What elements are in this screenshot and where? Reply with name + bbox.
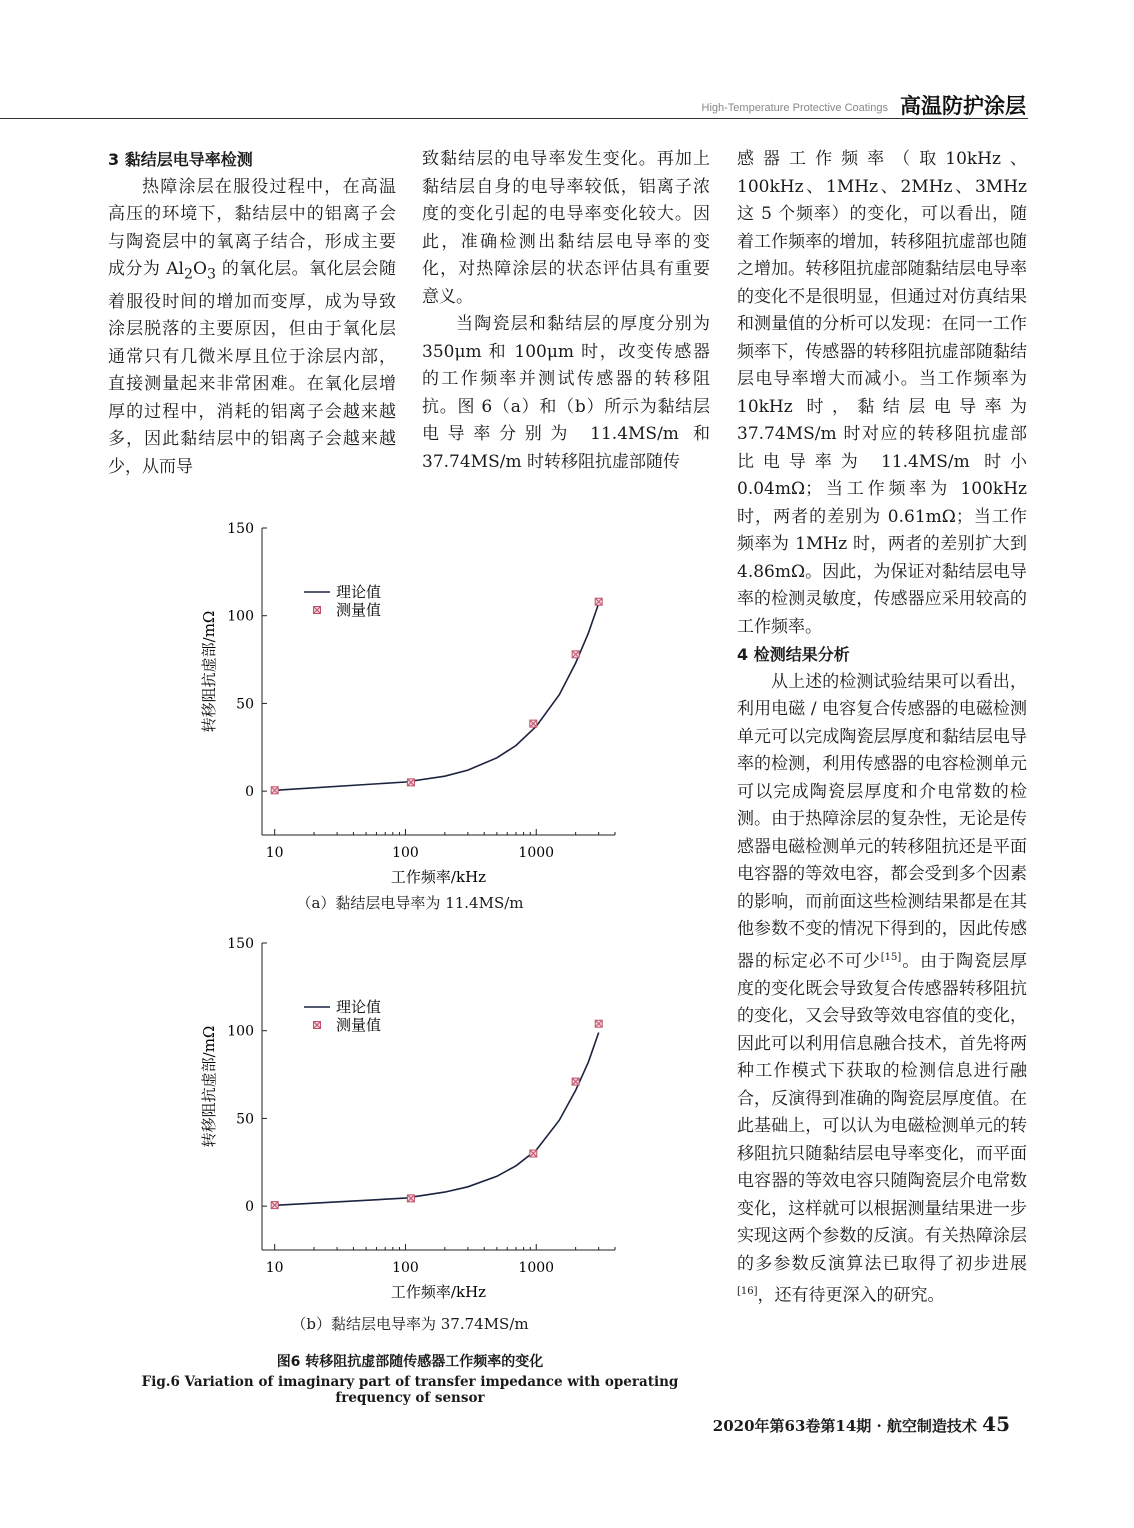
text-run: 。由于陶瓷层厚度的变化既会导致复合传感器转移阻抗的变化，又会导致等效电容值的变化，因此可以利用信息融合技术，首先将两种工作模式下获取的检测信息进行融合，反演得到准确的陶瓷层厚度值。在此基础上，可以认为电磁检测单元的转移阻抗只随黏结层电导率变化，而平面电容器的等效电容只随陶瓷层介电常数变化，这样就可以根据测量结果进一步实现这两个参数的反演。有关热障涂层的多参数反演算法已取得了初步进展 <box>737 951 1028 1274</box>
data-point-measured <box>572 1078 579 1085</box>
chart-b-svg <box>190 925 630 1305</box>
y-tick-label: 150 <box>227 936 254 952</box>
chart-b-caption: （b）黏结层电导率为 37.74MS/m <box>291 1315 529 1333</box>
text-run: ，还有待更深入的研究。 <box>757 1285 945 1306</box>
figure-caption-cn: 图6 转移阻抗虚部随传感器工作频率的变化 <box>276 1354 544 1370</box>
x-tick-label: 100 <box>392 845 419 861</box>
data-point-measured <box>595 598 602 605</box>
section-heading-3: 3 黏结层电导率检测 <box>108 150 253 169</box>
series-line-theory <box>275 1033 599 1206</box>
subscript: 2 <box>183 266 193 283</box>
y-tick-label: 0 <box>245 784 254 801</box>
text-column-1 <box>108 146 396 481</box>
y-tick-label: 100 <box>227 1023 254 1040</box>
reference-15: [15] <box>880 951 902 963</box>
y-axis-label: 转移阻抗虚部/mΩ <box>200 1025 218 1148</box>
text-run: 从上述的检测试验结果可以看出，利用电磁 / 电容复合传感器的电磁检测单元可以完成陶瓷层厚度和黏结层电导率的检测，利用传感器的电容检测单元可以完成陶瓷层厚度和介电常数的检测。由于热障涂层的复杂性，无论是传感器电磁检测单元的转移阻抗还是平面电容器的等效电容，都会受到多个因素的影响，而前面这些检测结果都是在其他参数不变的情况下得到的，因此传感器的标定必不可少 <box>737 671 1027 972</box>
section-heading-4: 4 检测结果分析 <box>737 645 850 664</box>
journal-info: 2020年第63卷第14期 · 航空制造技术 <box>712 1417 983 1435</box>
subscript: 3 <box>206 266 216 283</box>
paragraph: 致黏结层的电导率发生变化。再加上黏结层自身的电导率较低，铝离子浓度的变化引起的电导率变化较大。因此，准确检测出黏结层电导率的变化，对热障涂层的状态评估具有重要意义。 <box>422 149 710 307</box>
data-point-measured <box>407 779 414 786</box>
text-column-2 <box>422 146 710 476</box>
chart-a-caption: （a）黏结层电导率为 11.4MS/m <box>296 894 524 912</box>
data-point-measured <box>530 1150 537 1157</box>
x-axis-label: 工作频率/kHz <box>390 1283 487 1301</box>
paragraph: 当陶瓷层和黏结层的厚度分别为 350μm 和 100μm 时，改变传感器的工作频率并测试传感器的转移阻抗。图 6（a）和（b）所示为黏结层电导率分别为 11.4MS/m 和 37.74MS/m 时转移阻抗虚部随传 <box>422 314 710 472</box>
chart-a-svg <box>190 510 630 890</box>
legend-label: 理论值 <box>336 583 382 601</box>
data-point-measured <box>572 651 579 658</box>
chart-a <box>190 510 630 890</box>
legend-label: 理论值 <box>336 998 382 1016</box>
header-english: High-Temperature Protective Coatings <box>701 102 888 114</box>
y-tick-label: 50 <box>236 696 254 713</box>
x-tick-label: 10 <box>265 1260 284 1276</box>
chart-b <box>190 925 630 1305</box>
series-line-theory <box>275 603 599 790</box>
figure-caption-en: Fig.6 Variation of imaginary part of transfer impedance with operating frequency of sensor <box>141 1374 679 1406</box>
paragraph: 感器工作频率（取10kHz、100kHz、1MHz、2MHz、3MHz 这 5 个频率）的变化，可以看出，随着工作频率的增加，转移阻抗虚部也随之增加。转移阻抗虚部随黏结层电导率的变化不是很明显，但通过对仿真结果和测量值的分析可以发现：在同一工作频率下，传感器的转移阻抗虚部随黏结层电导率增大而减小。当工作频率为 10kHz 时，黏结层电导率为 37.74MS/m 时对应的转移阻抗虚部比电导率为 11.4MS/m 时小 0.04mΩ；当工作频率为 100kHz 时，两者的差别为 0.61mΩ；当工作频率为 1MHz 时，两者的差别扩大到 4.86mΩ。因此，为保证对黏结层电导率的检测灵敏度，传感器应采用较高的工作频率。 <box>737 149 1027 637</box>
paragraph <box>737 669 1027 1311</box>
paragraph <box>108 174 396 482</box>
y-tick-label: 150 <box>227 521 254 537</box>
y-axis-label: 转移阻抗虚部/mΩ <box>200 610 218 733</box>
data-point-measured <box>271 787 278 794</box>
reference-16: [16] <box>737 1286 758 1298</box>
data-point-measured <box>271 1202 278 1209</box>
x-tick-label: 10 <box>265 845 284 861</box>
data-point-measured <box>595 1020 602 1027</box>
legend-marker-swatch <box>314 607 321 614</box>
legend-marker-swatch <box>314 1022 321 1029</box>
text-column-3 <box>737 146 1027 1310</box>
page-number: 45 <box>982 1412 1010 1436</box>
header-rule <box>0 118 1028 119</box>
x-tick-label: 1000 <box>518 1260 555 1276</box>
text-run: 的氧化层。氧化层会随着服役时间的增加而变厚，成为导致涂层脱落的主要原因，但由于氧化层通常只有几微米厚且位于涂层内部，直接测量起来非常困难。在氧化层增厚的过程中，消耗的铝离子会越来越多，因此黏结层中的铝离子会越来越少，从而导 <box>108 259 396 477</box>
text-run: 热障涂层在服役过程中，在高温高压的环境下，黏结层中的铝离子会与陶瓷层中的氧离子结合，形成主要成分为 Al <box>108 176 396 279</box>
x-axis-label: 工作频率/kHz <box>390 868 487 886</box>
header-title: 高温防护涂层 <box>900 94 1026 118</box>
y-tick-label: 100 <box>227 608 254 625</box>
y-tick-label: 50 <box>236 1111 254 1128</box>
data-point-measured <box>407 1195 414 1202</box>
x-tick-label: 100 <box>392 1260 419 1276</box>
page-footer <box>713 1412 1010 1436</box>
x-tick-label: 1000 <box>518 845 555 861</box>
y-tick-label: 0 <box>245 1199 254 1216</box>
data-point-measured <box>530 720 537 727</box>
text-run: O <box>193 259 207 279</box>
legend-label: 测量值 <box>336 1016 382 1034</box>
legend-label: 测量值 <box>336 601 382 619</box>
